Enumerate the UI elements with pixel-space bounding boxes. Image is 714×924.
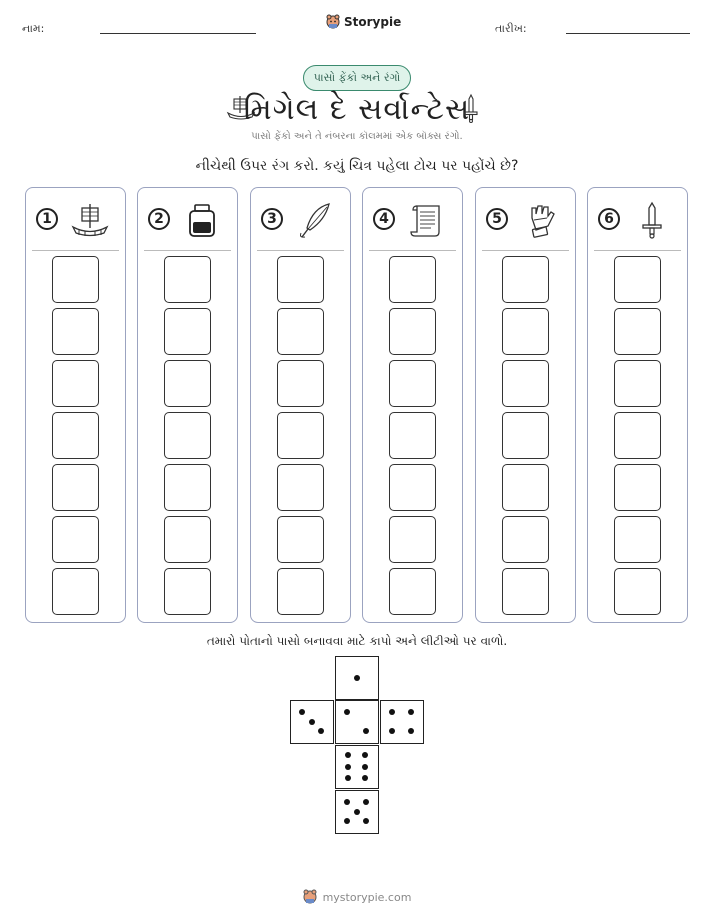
color-box[interactable] <box>164 308 211 355</box>
brand-logo <box>326 14 401 30</box>
quill-feather-icon <box>295 200 335 240</box>
column-5 <box>475 187 576 623</box>
date-line[interactable] <box>566 33 690 34</box>
die-pip <box>344 709 350 715</box>
color-box[interactable] <box>277 256 324 303</box>
color-box[interactable] <box>389 256 436 303</box>
die-pip <box>344 818 350 824</box>
die-pip <box>354 809 360 815</box>
die-face-5 <box>335 790 379 834</box>
column-number: 5 <box>486 208 508 230</box>
die-pip <box>389 709 395 715</box>
sword-icon <box>632 200 672 240</box>
cut-instruction: તમારો પોતાનો પાસો બનાવવા માટે કાપો અને લીટીઓ પર વાળો. <box>206 634 508 648</box>
die-face-2 <box>335 700 379 744</box>
color-box[interactable] <box>389 568 436 615</box>
ink-bottle-icon <box>182 200 222 240</box>
color-box[interactable] <box>614 412 661 459</box>
column-divider <box>32 250 119 251</box>
title-sword-icon <box>463 93 479 123</box>
die-pip <box>363 799 369 805</box>
color-box[interactable] <box>277 360 324 407</box>
color-box[interactable] <box>164 568 211 615</box>
die-face-1 <box>335 656 379 700</box>
column-2 <box>137 187 238 623</box>
page-title: મિગેલ દે સર્વાન્ટેસ <box>243 92 471 127</box>
date-label: તારીખ: <box>495 22 527 35</box>
column-divider <box>482 250 569 251</box>
color-box[interactable] <box>164 360 211 407</box>
color-box[interactable] <box>614 464 661 511</box>
column-number: 6 <box>598 208 620 230</box>
color-box[interactable] <box>277 308 324 355</box>
color-box[interactable] <box>277 568 324 615</box>
color-box[interactable] <box>164 516 211 563</box>
column-divider <box>257 250 344 251</box>
color-box[interactable] <box>277 516 324 563</box>
column-number: 4 <box>373 208 395 230</box>
die-pip <box>318 728 324 734</box>
column-4 <box>362 187 463 623</box>
die-pip <box>408 709 414 715</box>
column-3 <box>250 187 351 623</box>
color-box[interactable] <box>614 308 661 355</box>
die-pip <box>344 799 350 805</box>
gauntlet-icon <box>520 200 560 240</box>
color-box[interactable] <box>502 516 549 563</box>
color-box[interactable] <box>389 308 436 355</box>
die-face-4 <box>380 700 424 744</box>
column-divider <box>144 250 231 251</box>
column-divider <box>369 250 456 251</box>
die-pip <box>363 728 369 734</box>
die-pip <box>299 709 305 715</box>
name-line[interactable] <box>100 33 256 34</box>
color-box[interactable] <box>52 516 99 563</box>
color-box[interactable] <box>502 568 549 615</box>
brand-name: Storypie <box>344 15 402 29</box>
color-box[interactable] <box>614 516 661 563</box>
color-box[interactable] <box>52 308 99 355</box>
scroll-icon <box>407 200 447 240</box>
color-box[interactable] <box>52 256 99 303</box>
color-box[interactable] <box>502 256 549 303</box>
die-pip <box>362 764 368 770</box>
color-box[interactable] <box>614 568 661 615</box>
die-face-6 <box>335 745 379 789</box>
color-box[interactable] <box>389 412 436 459</box>
die-face-3 <box>290 700 334 744</box>
die-pip <box>309 719 315 725</box>
color-box[interactable] <box>502 360 549 407</box>
color-box[interactable] <box>277 412 324 459</box>
footer-mascot-icon <box>303 889 317 905</box>
color-box[interactable] <box>614 360 661 407</box>
color-box[interactable] <box>502 308 549 355</box>
color-box[interactable] <box>502 412 549 459</box>
die-pip <box>389 728 395 734</box>
color-box[interactable] <box>502 464 549 511</box>
column-number: 1 <box>36 208 58 230</box>
color-box[interactable] <box>389 464 436 511</box>
column-6 <box>587 187 688 623</box>
color-box[interactable] <box>164 256 211 303</box>
die-pip <box>362 752 368 758</box>
die-pip <box>354 675 360 681</box>
subtitle: પાસો ફેંકો અને તે નંબરના કૉલમમાં એક બૉક્સ રંગો. <box>251 131 463 142</box>
color-box[interactable] <box>52 412 99 459</box>
die-pip <box>345 764 351 770</box>
color-box[interactable] <box>389 360 436 407</box>
column-number: 3 <box>261 208 283 230</box>
name-label: નામ: <box>22 22 45 35</box>
footer <box>0 889 714 905</box>
column-1 <box>25 187 126 623</box>
die-pip <box>345 752 351 758</box>
ship-icon <box>70 200 110 240</box>
column-number: 2 <box>148 208 170 230</box>
color-box[interactable] <box>614 256 661 303</box>
storypie-mascot-icon <box>326 14 340 30</box>
color-box[interactable] <box>52 568 99 615</box>
die-pip <box>345 775 351 781</box>
color-box[interactable] <box>389 516 436 563</box>
instruction: નીચેથી ઉપર રંગ કરો. કયું ચિત્ર પહેલા ટોચ પર પહોંચે છે? <box>195 158 519 174</box>
die-pip <box>363 818 369 824</box>
die-pip <box>362 775 368 781</box>
die-pip <box>408 728 414 734</box>
color-box[interactable] <box>52 360 99 407</box>
color-box[interactable] <box>277 464 324 511</box>
color-box[interactable] <box>164 464 211 511</box>
column-divider <box>594 250 681 251</box>
activity-tag: પાસો ફેંકો અને રંગો <box>303 65 411 91</box>
footer-url[interactable]: mystorypie.com <box>322 890 412 904</box>
color-box[interactable] <box>164 412 211 459</box>
color-box[interactable] <box>52 464 99 511</box>
